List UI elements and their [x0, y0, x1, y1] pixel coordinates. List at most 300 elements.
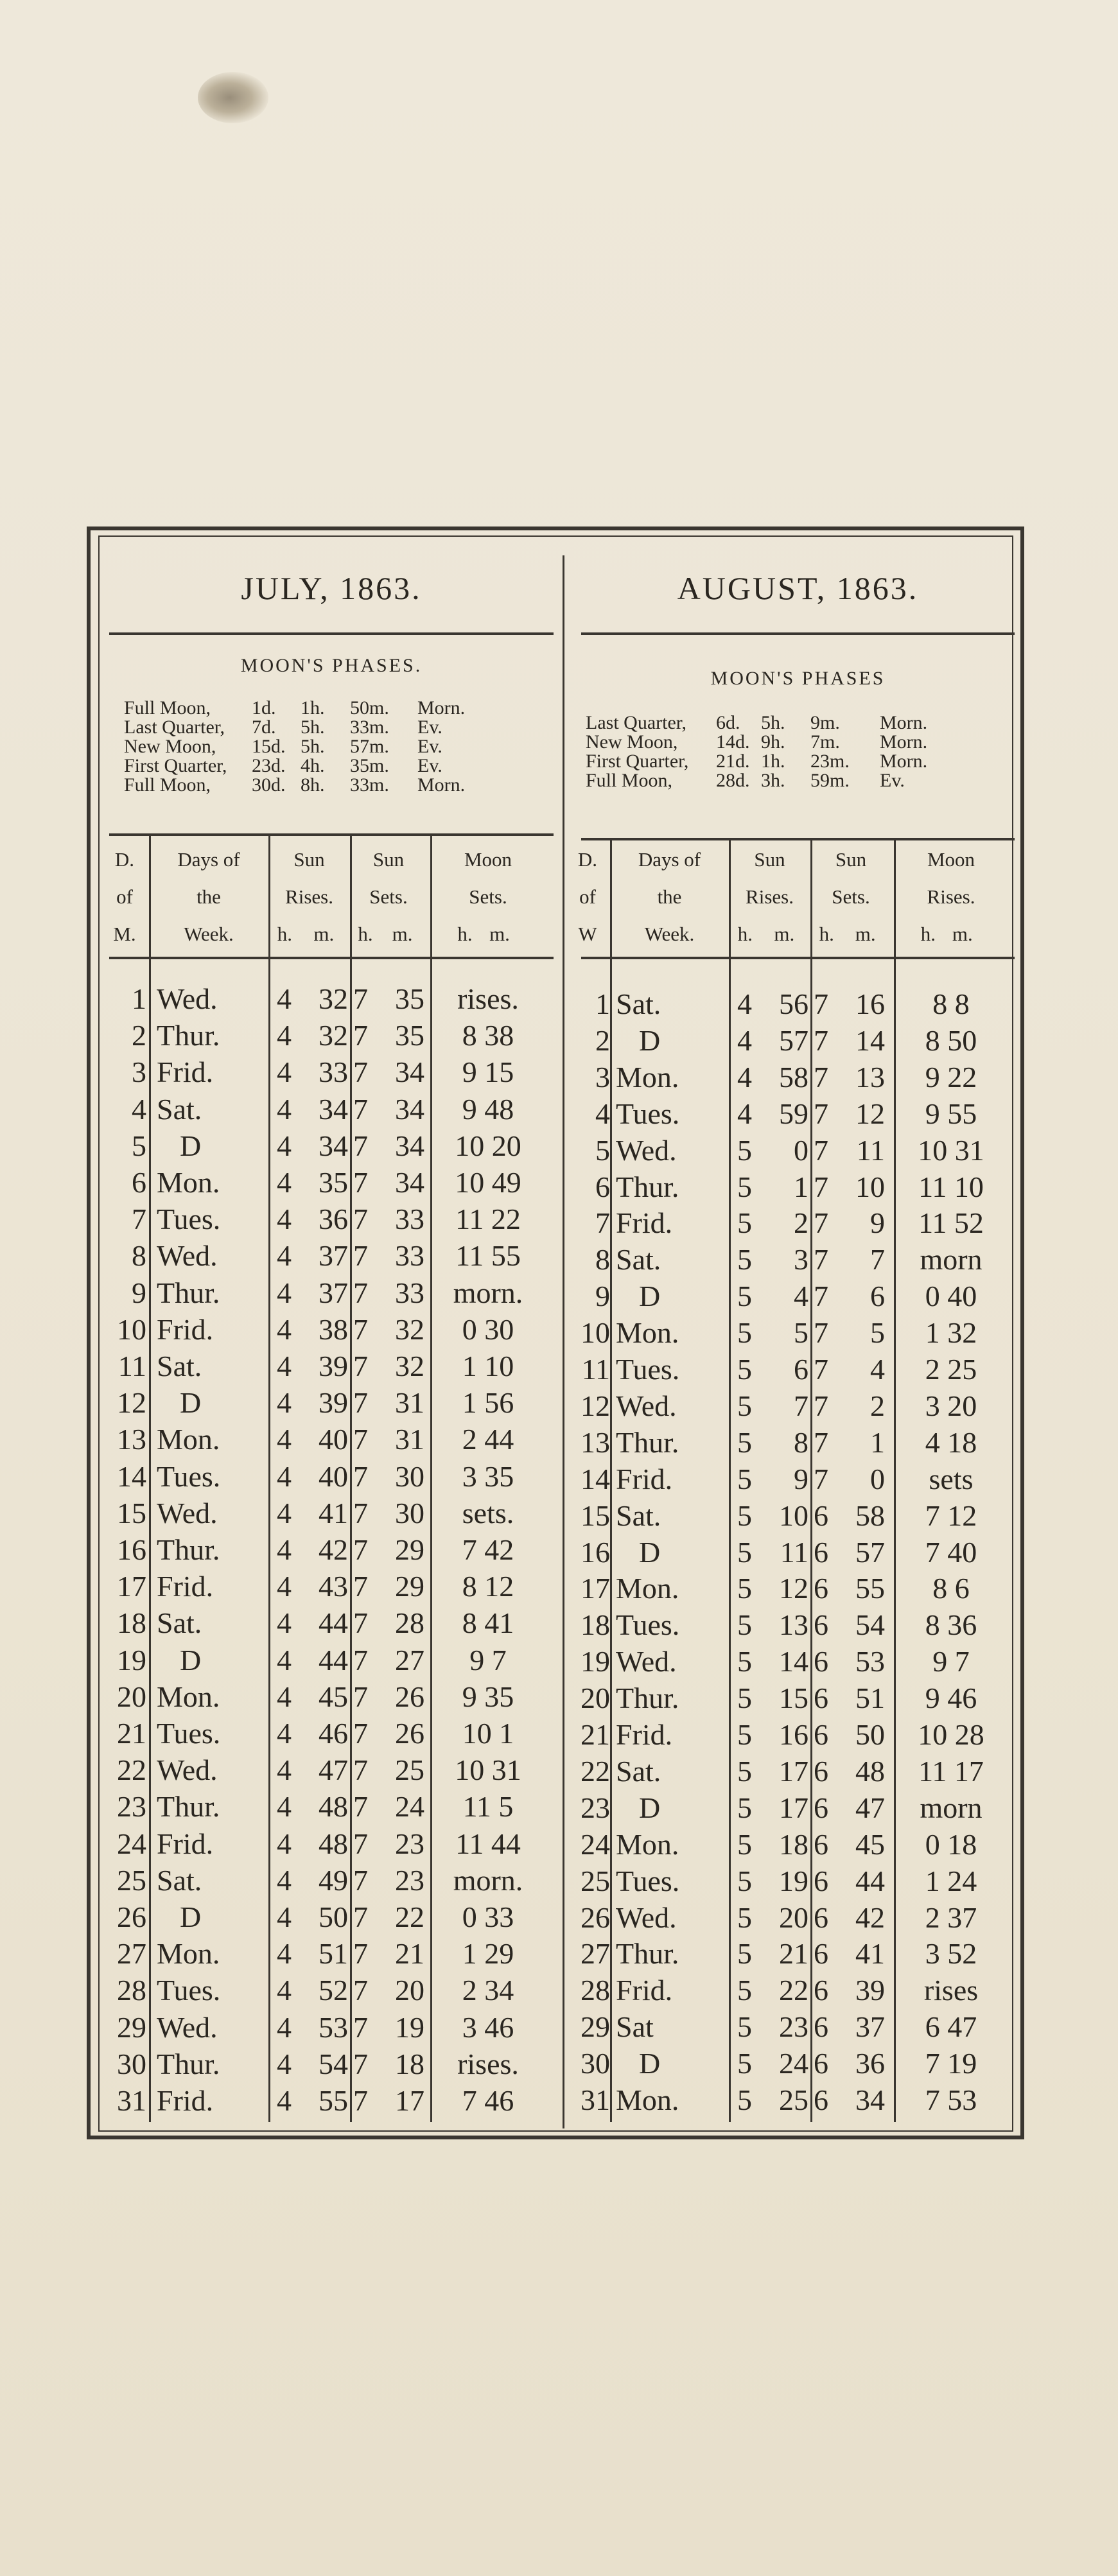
day-of-month: 30: [117, 2047, 146, 2080]
day-of-week: D: [639, 1791, 661, 1824]
phase-name: New Moon,: [124, 736, 216, 757]
header-unit-h: h.: [920, 923, 936, 945]
sunrise-hour: 4: [277, 1863, 292, 1897]
sunset-minute: 32: [395, 1350, 424, 1382]
moon-time: 7 40: [925, 1535, 977, 1569]
sunset-hour: 7: [353, 1863, 368, 1897]
sunset-minute: 47: [855, 1791, 885, 1824]
phase-hour: 1h.: [301, 697, 325, 718]
phase-hour: 4h.: [301, 755, 325, 776]
phase-minute: 33m.: [350, 717, 389, 738]
sunset-hour: 7: [353, 1754, 368, 1787]
sunrise-hour: 5: [737, 1791, 752, 1824]
header-sun-sets: Sun: [835, 848, 867, 871]
phase-period: Ev.: [417, 736, 442, 757]
sunrise-hour: 5: [737, 1280, 752, 1313]
sunset-minute: 33: [395, 1203, 424, 1236]
sunset-hour: 7: [353, 1533, 368, 1566]
sunrise-minute: 40: [319, 1459, 348, 1493]
sunrise-minute: 33: [319, 1056, 348, 1089]
sunrise-minute: 16: [779, 1718, 808, 1751]
day-of-week: Frid.: [616, 1462, 673, 1495]
sunrise-minute: 39: [319, 1350, 348, 1382]
sunset-hour: 6: [814, 1645, 828, 1678]
day-of-month: 31: [581, 2084, 610, 2116]
sunrise-minute: 4: [794, 1280, 808, 1313]
day-of-month: 17: [581, 1572, 610, 1605]
sunrise-hour: 4: [277, 2047, 292, 2080]
day-of-month: 16: [117, 1533, 146, 1566]
sunset-minute: 16: [855, 988, 885, 1020]
day-of-month: 8: [132, 1239, 146, 1273]
sunrise-hour: 4: [277, 1423, 292, 1456]
day-of-month: 8: [595, 1243, 610, 1276]
sunset-minute: 28: [395, 1606, 424, 1640]
sunrise-hour: 4: [277, 1312, 292, 1346]
day-of-month: 19: [581, 1645, 610, 1678]
day-of-week: Frid.: [157, 1056, 214, 1089]
moon-time: 0 18: [925, 1827, 977, 1861]
sunset-hour: 7: [814, 1425, 828, 1459]
sunrise-hour: 5: [737, 1718, 752, 1751]
day-of-week: Tues.: [157, 1717, 221, 1750]
sunset-hour: 7: [353, 1129, 368, 1162]
day-of-week: Frid.: [616, 1718, 673, 1751]
day-of-week: Wed.: [616, 1133, 677, 1167]
day-of-week: Wed.: [616, 1901, 677, 1934]
sunset-hour: 6: [814, 1608, 828, 1642]
sunrise-minute: 50: [319, 1901, 348, 1933]
moon-time: 10 20: [455, 1129, 521, 1162]
sunset-minute: 29: [395, 1570, 424, 1603]
moon-time: 8 41: [462, 1606, 514, 1640]
day-of-month: 18: [117, 1606, 146, 1640]
phase-day: 21d.: [716, 751, 750, 772]
moon-time: 11 5: [462, 1790, 514, 1823]
sunset-hour: 7: [814, 1133, 828, 1167]
day-of-month: 18: [581, 1608, 610, 1642]
sunrise-minute: 39: [319, 1386, 348, 1420]
day-of-week: Tues.: [616, 1864, 680, 1897]
sunrise-hour: 4: [277, 1717, 292, 1750]
sunset-hour: 7: [353, 1019, 368, 1052]
day-of-month: 13: [117, 1423, 146, 1456]
day-of-month: 24: [117, 1827, 146, 1860]
phase-day: 30d.: [252, 774, 286, 796]
sunset-hour: 7: [814, 1097, 828, 1130]
header-sun-rises: Sun: [754, 848, 785, 871]
header-unit-h: h.: [358, 923, 373, 945]
day-of-month: 10: [117, 1312, 146, 1346]
day-of-month: 20: [117, 1680, 146, 1713]
day-of-month: 22: [117, 1754, 146, 1787]
sunset-minute: 24: [395, 1790, 424, 1823]
day-of-month: 23: [117, 1790, 146, 1823]
day-of-week: Mon.: [616, 1060, 679, 1093]
sunrise-hour: 4: [277, 1166, 292, 1199]
moon-time: 2 34: [462, 1974, 514, 2007]
sunrise-hour: 5: [737, 1462, 752, 1495]
sunrise-minute: 51: [319, 1937, 348, 1971]
day-of-week: Tues.: [157, 1974, 221, 2007]
day-of-month: 20: [581, 1682, 610, 1715]
phase-hour: 9h.: [761, 731, 785, 753]
sunset-minute: 27: [395, 1643, 424, 1676]
day-of-week: Mon.: [616, 1316, 679, 1350]
sunrise-minute: 11: [780, 1535, 808, 1569]
moon-time: 4 18: [925, 1425, 977, 1459]
header-moon: Moon: [927, 848, 975, 871]
sunset-hour: 7: [353, 1056, 368, 1089]
sunrise-minute: 40: [319, 1423, 348, 1456]
sunset-minute: 39: [855, 1974, 885, 2007]
sunrise-hour: 5: [737, 1827, 752, 1861]
moon-time: 9 55: [925, 1097, 977, 1130]
header-unit-h: h.: [457, 923, 473, 945]
header-day-of-month: of: [579, 885, 596, 908]
sunrise-minute: 34: [319, 1129, 348, 1162]
sunset-hour: 6: [814, 1754, 828, 1788]
sunset-minute: 18: [395, 2047, 424, 2080]
moon-time: 1 10: [462, 1350, 514, 1382]
phase-minute: 9m.: [810, 712, 840, 733]
sunset-hour: 7: [814, 1023, 828, 1057]
sunrise-minute: 41: [319, 1496, 348, 1529]
moon-time: 9 15: [462, 1056, 514, 1089]
sunset-minute: 12: [855, 1097, 885, 1130]
sunset-minute: 42: [855, 1901, 885, 1934]
day-of-month: 14: [117, 1459, 146, 1493]
moon-time: 9 22: [925, 1060, 977, 1093]
sunset-hour: 6: [814, 1572, 828, 1605]
sunset-minute: 21: [395, 1937, 424, 1971]
month-title: JULY, 1863.: [241, 570, 422, 606]
phase-period: Morn.: [417, 774, 466, 796]
day-of-week: D: [639, 1535, 661, 1569]
header-day-of-month: D.: [114, 848, 135, 871]
day-of-month: 31: [117, 2084, 146, 2117]
sunset-minute: 14: [855, 1023, 885, 1057]
sunrise-hour: 5: [737, 1572, 752, 1605]
phase-period: Ev.: [417, 717, 442, 738]
moon-time: 10 31: [455, 1754, 521, 1787]
sunset-hour: 7: [353, 1606, 368, 1640]
moon-time: 0 33: [462, 1901, 514, 1933]
day-of-week: Mon.: [157, 1680, 220, 1713]
sunset-hour: 7: [353, 1974, 368, 2007]
day-of-week: Frid.: [157, 1827, 214, 1860]
sunset-minute: 37: [855, 2010, 885, 2044]
sunrise-hour: 4: [277, 1129, 292, 1162]
sunrise-minute: 7: [794, 1389, 808, 1422]
sunrise-hour: 4: [277, 1754, 292, 1787]
moon-time: 11 44: [455, 1827, 521, 1860]
day-of-week: Sat.: [157, 1863, 202, 1897]
header-sun-sets: Sun: [372, 848, 405, 871]
sunrise-minute: 59: [779, 1097, 808, 1130]
header-sun-sets: Sets.: [369, 885, 408, 908]
sunrise-minute: 12: [779, 1572, 808, 1605]
sunset-hour: 7: [353, 1680, 368, 1713]
day-of-month: 5: [132, 1129, 146, 1162]
sunrise-hour: 4: [737, 1060, 752, 1093]
sunset-minute: 54: [855, 1608, 885, 1642]
moon-time: 9 48: [462, 1092, 514, 1126]
phase-hour: 5h.: [761, 712, 785, 733]
sunset-hour: 7: [353, 1092, 368, 1126]
sunrise-hour: 4: [277, 1276, 292, 1309]
moon-time: 7 46: [462, 2084, 514, 2117]
sunrise-minute: 20: [779, 1901, 808, 1934]
day-of-week: Wed.: [157, 1496, 218, 1529]
header-unit-m: m.: [489, 923, 510, 945]
sunrise-minute: 14: [779, 1645, 808, 1678]
sunset-hour: 6: [814, 1499, 828, 1532]
sunrise-minute: 13: [779, 1608, 808, 1642]
paper-stain: [198, 72, 268, 123]
day-of-week: Sat.: [616, 1499, 661, 1532]
sunrise-minute: 1: [794, 1170, 808, 1203]
moon-time: 1 24: [925, 1864, 977, 1897]
sunset-minute: 13: [855, 1060, 885, 1093]
sunset-hour: 6: [814, 2010, 828, 2044]
phase-name: Last Quarter,: [586, 712, 687, 733]
phase-period: Morn.: [880, 731, 928, 753]
phase-name: Last Quarter,: [124, 717, 225, 738]
sunset-minute: 25: [395, 1754, 424, 1787]
moon-time: 3 20: [925, 1389, 977, 1422]
day-of-week: Thur.: [616, 1425, 679, 1459]
day-of-month: 16: [581, 1535, 610, 1569]
day-of-month: 21: [117, 1717, 146, 1750]
day-of-month: 22: [581, 1754, 610, 1788]
sunrise-hour: 4: [277, 1827, 292, 1860]
day-of-month: 5: [595, 1133, 610, 1167]
sunrise-hour: 5: [737, 2047, 752, 2080]
sunset-hour: 7: [353, 1827, 368, 1860]
moon-time: 3 52: [925, 1937, 977, 1971]
day-of-week: Sat.: [157, 1092, 202, 1126]
sunset-minute: 44: [855, 1864, 885, 1897]
moon-time: 7 42: [462, 1533, 514, 1566]
moon-time: 2 25: [925, 1353, 977, 1386]
day-of-week: D: [180, 1386, 202, 1420]
phase-name: Full Moon,: [586, 770, 673, 791]
sunset-minute: 26: [395, 1717, 424, 1750]
sunrise-hour: 4: [277, 1790, 292, 1823]
day-of-week: Thur.: [157, 1019, 220, 1052]
header-top-rule: [109, 833, 554, 836]
day-of-week: D: [180, 1643, 202, 1676]
sunset-minute: 41: [855, 1937, 885, 1971]
sunrise-minute: 0: [794, 1133, 808, 1167]
day-of-week: Sat.: [616, 1243, 661, 1276]
sunrise-hour: 4: [277, 1386, 292, 1420]
sunrise-hour: 5: [737, 1645, 752, 1678]
sunrise-hour: 4: [737, 1097, 752, 1130]
day-of-month: 2: [595, 1023, 610, 1057]
sunrise-minute: 42: [319, 1533, 348, 1566]
sunset-minute: 2: [870, 1389, 885, 1422]
moon-time: 10 28: [918, 1718, 984, 1751]
phase-minute: 33m.: [350, 774, 389, 796]
sunset-hour: 7: [814, 1170, 828, 1203]
sunset-minute: 34: [855, 2084, 885, 2116]
sunset-hour: 7: [814, 1206, 828, 1240]
moon-time: 9 7: [469, 1643, 507, 1676]
sunrise-hour: 4: [277, 2084, 292, 2117]
sunset-minute: 34: [395, 1129, 424, 1162]
header-days-of-week: Week.: [644, 923, 695, 945]
day-of-month: 15: [117, 1496, 146, 1529]
phase-period: Ev.: [417, 755, 442, 776]
moon-time: 2 44: [462, 1423, 514, 1456]
day-of-week: Frid.: [157, 1570, 214, 1603]
day-of-month: 25: [581, 1864, 610, 1897]
sunset-hour: 7: [814, 988, 828, 1020]
phase-day: 6d.: [716, 712, 740, 733]
header-day-of-month: of: [116, 885, 133, 908]
sunrise-hour: 5: [737, 1133, 752, 1167]
sunset-hour: 7: [814, 1316, 828, 1350]
header-sun-sets: Sets.: [832, 885, 870, 908]
sunrise-minute: 19: [779, 1864, 808, 1897]
sunrise-hour: 4: [277, 1092, 292, 1126]
day-of-week: Thur.: [616, 1937, 679, 1971]
sunset-hour: 7: [353, 1166, 368, 1199]
sunset-minute: 7: [870, 1243, 885, 1276]
phase-day: 23d.: [252, 755, 286, 776]
header-unit-m: m.: [952, 923, 973, 945]
header-unit-m: m.: [774, 923, 795, 945]
sunset-hour: 6: [814, 1937, 828, 1971]
day-of-week: D: [639, 1023, 661, 1057]
sunrise-hour: 5: [737, 1316, 752, 1350]
day-of-month: 12: [117, 1386, 146, 1420]
moon-time: 11 52: [918, 1206, 984, 1240]
header-moon: Sets.: [469, 885, 507, 908]
sunset-hour: 7: [353, 1937, 368, 1971]
sunrise-minute: 48: [319, 1827, 348, 1860]
sunset-hour: 7: [353, 2047, 368, 2080]
moon-time: 3 46: [462, 2010, 514, 2044]
sunset-hour: 7: [353, 1717, 368, 1750]
sunset-hour: 7: [814, 1353, 828, 1386]
sunrise-hour: 4: [277, 1350, 292, 1382]
sunrise-minute: 34: [319, 1092, 348, 1126]
sunset-minute: 31: [395, 1423, 424, 1456]
sunrise-minute: 9: [794, 1462, 808, 1495]
day-of-month: 26: [117, 1901, 146, 1933]
header-moon: Rises.: [927, 885, 975, 908]
sunrise-hour: 4: [277, 1937, 292, 1971]
sunrise-minute: 54: [319, 2047, 348, 2080]
day-of-week: Wed.: [157, 982, 218, 1015]
sunrise-minute: 38: [319, 1312, 348, 1346]
phase-minute: 7m.: [810, 731, 840, 753]
sunset-minute: 29: [395, 1533, 424, 1566]
sunrise-hour: 4: [737, 988, 752, 1020]
day-of-week: Tues.: [616, 1608, 680, 1642]
phase-period: Morn.: [417, 697, 466, 718]
sunrise-hour: 4: [277, 1533, 292, 1566]
sunset-minute: 58: [855, 1499, 885, 1532]
sunset-minute: 6: [870, 1280, 885, 1313]
phase-day: 1d.: [252, 697, 276, 718]
header-moon: Moon: [464, 848, 512, 871]
moon-time: 7 12: [925, 1499, 977, 1532]
sunrise-minute: 56: [779, 988, 808, 1020]
moon-time: morn: [920, 1243, 983, 1276]
day-of-week: Sat.: [157, 1350, 202, 1382]
phase-hour: 5h.: [301, 736, 325, 757]
day-of-month: 6: [132, 1166, 146, 1199]
sunset-hour: 7: [353, 1312, 368, 1346]
sunset-minute: 33: [395, 1239, 424, 1273]
sunset-minute: 34: [395, 1166, 424, 1199]
column-line: [610, 838, 612, 2122]
moon-time: 10 1: [462, 1717, 514, 1750]
sunset-minute: 57: [855, 1535, 885, 1569]
day-of-week: Tues.: [616, 1097, 680, 1130]
phase-name: Full Moon,: [124, 774, 211, 796]
sunrise-minute: 17: [779, 1791, 808, 1824]
day-of-week: D: [180, 1901, 202, 1933]
header-day-of-month: M.: [113, 923, 136, 945]
sunrise-minute: 6: [794, 1353, 808, 1386]
phase-name: New Moon,: [586, 731, 678, 753]
moon-time: 2 37: [925, 1901, 977, 1934]
day-of-month: 13: [581, 1425, 610, 1459]
sunrise-hour: 5: [737, 1425, 752, 1459]
sunset-minute: 30: [395, 1496, 424, 1529]
phase-hour: 3h.: [761, 770, 785, 791]
sunset-hour: 7: [353, 1276, 368, 1309]
sunset-hour: 6: [814, 1718, 828, 1751]
sunset-hour: 7: [353, 1386, 368, 1420]
day-of-month: 17: [117, 1570, 146, 1603]
header-unit-h: h.: [277, 923, 293, 945]
day-of-week: Mon.: [616, 1572, 679, 1605]
sunrise-minute: 57: [779, 1023, 808, 1057]
moon-time: 11 17: [918, 1754, 984, 1788]
moon-time: 1 32: [925, 1316, 977, 1350]
header-unit-h: h.: [819, 923, 834, 945]
sunset-minute: 20: [395, 1974, 424, 2007]
sunset-hour: 6: [814, 1974, 828, 2007]
sunrise-minute: 58: [779, 1060, 808, 1093]
day-of-week: Tues.: [616, 1353, 680, 1386]
sunrise-minute: 5: [794, 1316, 808, 1350]
day-of-week: Wed.: [157, 1754, 218, 1787]
sunrise-minute: 25: [779, 2084, 808, 2116]
header-sun-rises: Rises.: [746, 885, 794, 908]
day-of-month: 9: [132, 1276, 146, 1309]
sunset-hour: 7: [353, 1423, 368, 1456]
header-days-of-week: Week.: [184, 923, 234, 945]
moon-time: sets.: [462, 1496, 514, 1529]
day-of-week: Mon.: [616, 1827, 679, 1861]
sunset-minute: 34: [395, 1092, 424, 1126]
sunrise-hour: 5: [737, 1206, 752, 1240]
phase-minute: 23m.: [810, 751, 850, 772]
day-of-month: 1: [595, 988, 610, 1020]
day-of-week: Mon.: [157, 1166, 220, 1199]
day-of-month: 12: [581, 1389, 610, 1422]
sunrise-hour: 4: [277, 1056, 292, 1089]
day-of-month: 29: [117, 2010, 146, 2044]
sunset-hour: 6: [814, 1682, 828, 1715]
